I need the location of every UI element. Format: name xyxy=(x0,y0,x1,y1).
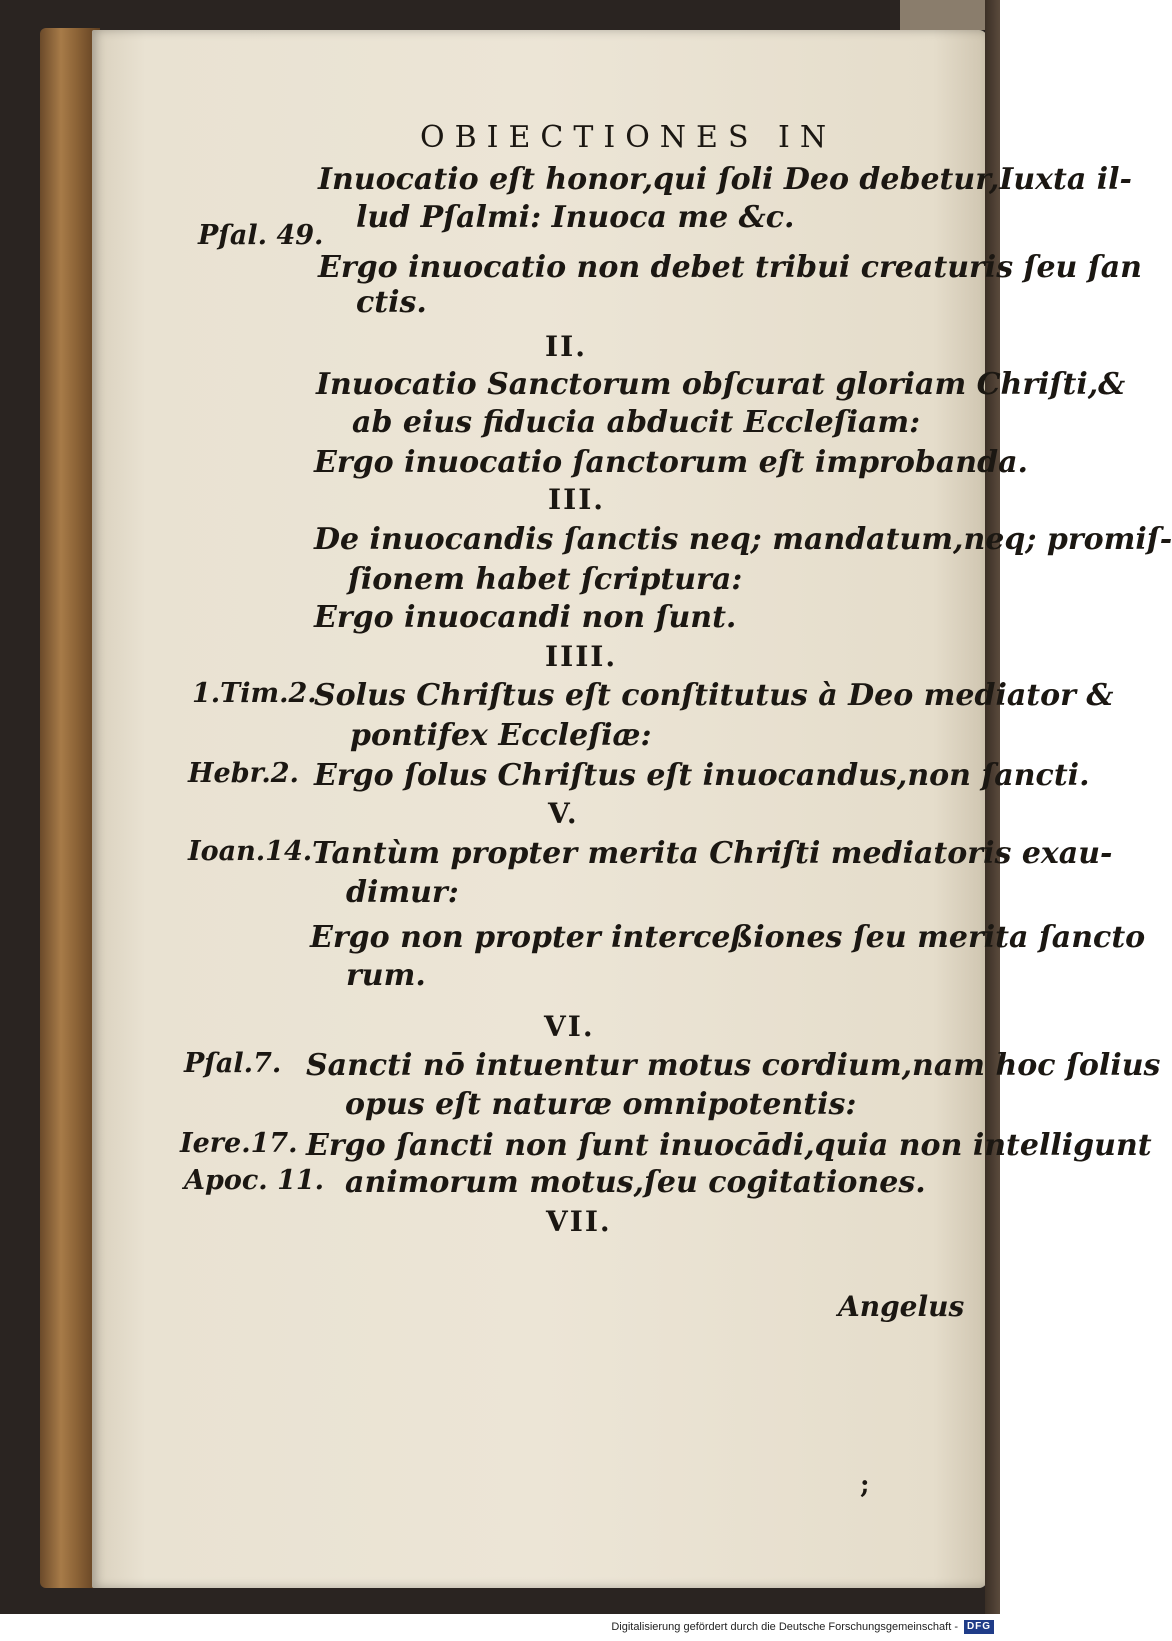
text-line: Solus Chriſtus eſt conſtitutus à Deo mediator & xyxy=(314,678,1114,713)
dfg-logo: DFG xyxy=(964,1620,994,1634)
section-numeral: V. xyxy=(548,797,579,830)
catchword: Angelus xyxy=(838,1290,965,1323)
margin-note: 1.Tim.2. xyxy=(192,678,317,709)
running-header: OBIECTIONES IN xyxy=(420,120,837,155)
footer-credit: Digitalisierung gefördert durch die Deutsche Forschungsgemeinschaft - xyxy=(611,1621,958,1633)
text-line: Sancti nō intuentur motus cordium,nam hoc ſolius xyxy=(306,1048,1161,1083)
text-line: Ergo ſolus Chriſtus eſt inuocandus,non ſancti. xyxy=(314,758,1090,793)
text-line: Ergo inuocandi non ſunt. xyxy=(314,600,737,635)
section-numeral: IIII. xyxy=(545,640,618,673)
margin-note: Apoc. 11. xyxy=(184,1165,325,1196)
section-numeral: VII. xyxy=(546,1205,612,1238)
text-line: Ergo inuocatio ſanctorum eſt improbanda. xyxy=(314,445,1028,480)
text-line: Ergo non propter interceßiones ſeu merita ſancto xyxy=(310,920,1146,955)
margin-note: Pſal. 49. xyxy=(198,220,324,251)
text-line: De inuocandis ſanctis neq; mandatum,neq; promiſ- xyxy=(314,522,1172,557)
text-line: ctis. xyxy=(356,285,427,320)
section-numeral: II. xyxy=(545,330,587,363)
text-line: Inuocatio eſt honor,qui ſoli Deo debetur,Iuxta il- xyxy=(318,162,1132,197)
text-line: lud Pſalmi: Inuoca me &c. xyxy=(356,200,795,235)
text-line: Tantùm propter merita Chriſti mediatoris exau- xyxy=(312,836,1113,871)
section-numeral: III. xyxy=(548,483,606,516)
margin-note: Pſal.7. xyxy=(184,1048,282,1079)
text-line: Inuocatio Sanctorum obſcurat gloriam Chriſti,& xyxy=(316,367,1126,402)
margin-note: Ioan.14. xyxy=(188,836,313,867)
book-fore-edge xyxy=(40,28,100,1588)
text-line: ſionem habet ſcriptura: xyxy=(348,562,743,597)
ink-mark: ; xyxy=(860,1470,870,1500)
book-gutter xyxy=(985,0,1000,1641)
text-line: pontifex Eccleſiæ: xyxy=(350,718,652,753)
section-numeral: VI. xyxy=(544,1010,595,1043)
text-line: rum. xyxy=(346,958,426,993)
text-line: animorum motus,ſeu cogitationes. xyxy=(345,1165,926,1200)
text-line: Ergo inuocatio non debet tribui creaturis ſeu ſan xyxy=(318,250,1142,285)
text-line: opus eſt naturæ omnipotentis: xyxy=(345,1087,857,1122)
text-line: ab eius fiducia abducit Eccleſiam: xyxy=(352,405,921,440)
text-line: Ergo ſancti non ſunt inuocādi,quia non intelligunt xyxy=(306,1128,1152,1163)
margin-note: Hebr.2. xyxy=(188,758,299,789)
margin-note: Iere.17. xyxy=(180,1128,298,1159)
text-line: dimur: xyxy=(346,875,459,910)
footer-bar xyxy=(0,1614,1000,1641)
